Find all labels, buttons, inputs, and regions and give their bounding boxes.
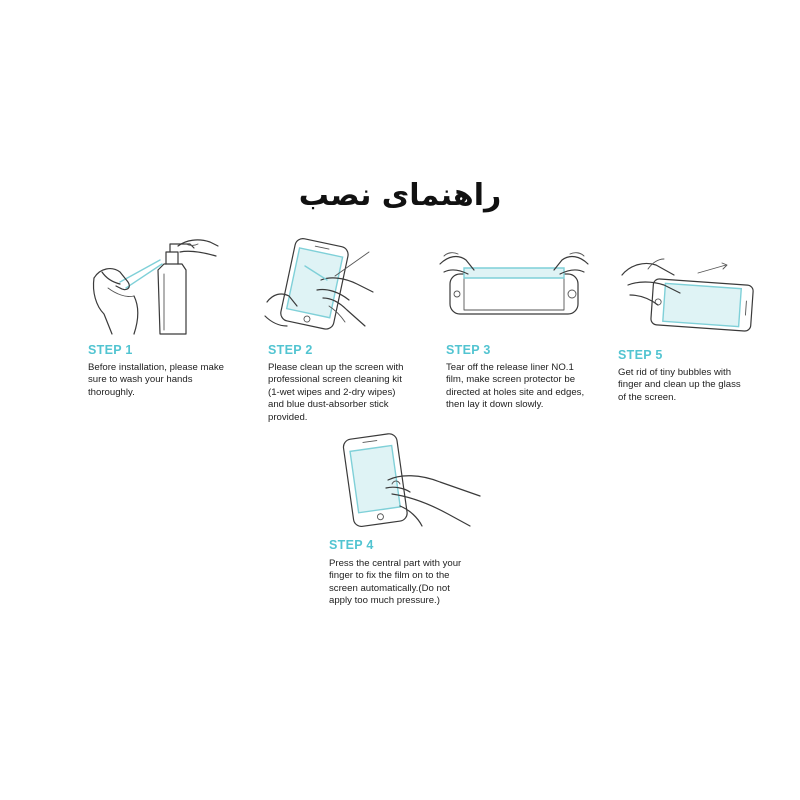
step-1-description: Before installation, please make sure to wash your hands thoroughly.	[88, 362, 224, 398]
step-4-label: STEP 4	[329, 538, 374, 552]
step-4-description: Press the central part with your finger to fix the film on to the screen automatically.(Do not apply too much pressure.)	[329, 558, 462, 607]
step-3-description: Tear off the release liner NO.1 film, make screen protector be directed at holes site and edges, then lay it down slowly.	[446, 362, 585, 411]
page-title: راهنمای نصب	[298, 178, 502, 213]
step-3-label: STEP 3	[446, 343, 491, 357]
phone-cleaning-icon	[265, 236, 375, 336]
hand-washing-icon	[90, 238, 220, 338]
step-5-label: STEP 5	[618, 348, 663, 362]
step-2-label: STEP 2	[268, 343, 313, 357]
film-placement-icon	[440, 248, 590, 323]
finger-press-icon	[330, 430, 485, 530]
bubble-removal-icon	[618, 245, 758, 335]
step-1-label: STEP 1	[88, 343, 133, 357]
step-5-description: Get rid of tiny bubbles with finger and clean up the glass of the screen.	[618, 367, 741, 403]
step-2-description: Please clean up the screen with professional screen cleaning kit (1-wet wipes and 2-dry wipes) and blue dust-absorber stick provided.	[268, 362, 404, 423]
